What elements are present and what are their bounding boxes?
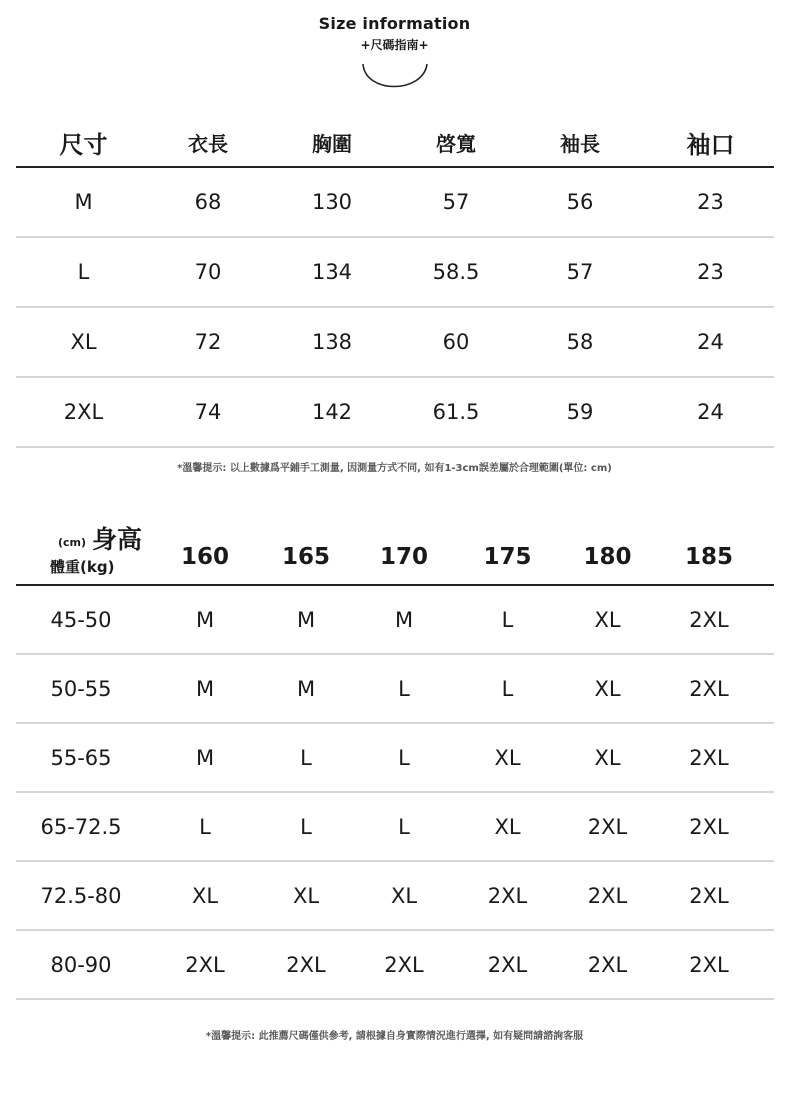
cell-sleeve-length: 56	[566, 190, 594, 214]
column-header-chest: 胸圍	[312, 131, 352, 156]
table-row	[16, 378, 774, 448]
cell-size: M	[74, 190, 93, 214]
cell-recommended-size: 2XL	[689, 676, 729, 701]
cell-cuff: 23	[697, 260, 724, 284]
size-measurement-table	[16, 118, 774, 448]
cell-sleeve-length: 58	[566, 330, 594, 354]
cell-recommended-size: M	[195, 607, 215, 632]
table-row	[16, 168, 774, 238]
cell-chest: 134	[311, 260, 353, 284]
cell-sleeve-length: 57	[566, 260, 594, 284]
cell-weight-range: 55-65	[50, 745, 112, 770]
height-header-160: 160	[180, 544, 229, 570]
cell-size: XL	[70, 330, 97, 354]
cell-recommended-size: XL	[594, 745, 621, 770]
table-row	[16, 586, 774, 655]
size-recommendation-table	[16, 520, 774, 1000]
weight-label: 體重(kg)	[50, 558, 115, 576]
cell-chest: 130	[311, 190, 353, 214]
table-row	[16, 308, 774, 378]
cell-cuff: 24	[697, 330, 724, 354]
cell-cuff: 23	[697, 190, 724, 214]
cell-recommended-size: L	[300, 745, 312, 770]
table-row	[16, 238, 774, 308]
cell-weight-range: 45-50	[50, 607, 112, 632]
recommendation-note: *溫馨提示: 此推薦尺碼僅供參考, 請根據自身實際情況進行選擇, 如有疑問請諮詢客服	[205, 1031, 584, 1042]
cell-weight-range: 80-90	[50, 952, 112, 977]
cell-recommended-size: 2XL	[587, 952, 628, 977]
cell-length: 68	[194, 190, 222, 214]
cell-shoulder: 57	[442, 190, 470, 214]
height-header-180: 180	[583, 544, 632, 570]
cell-recommended-size: XL	[494, 814, 521, 839]
column-header-size: 尺寸	[59, 130, 108, 159]
cell-recommended-size: 2XL	[689, 745, 729, 770]
cell-recommended-size: 2XL	[487, 883, 528, 908]
cell-recommended-size: 2XL	[587, 814, 628, 839]
cell-recommended-size: L	[300, 814, 312, 839]
cell-size: 2XL	[63, 400, 104, 424]
table-row	[16, 931, 774, 1000]
page-subtitle: +尺碼指南+	[360, 38, 429, 52]
cell-chest: 142	[311, 400, 353, 424]
cell-chest: 138	[311, 330, 353, 354]
cell-recommended-size: XL	[594, 676, 621, 701]
height-label: 身高	[92, 525, 143, 554]
cell-recommended-size: 2XL	[185, 952, 225, 977]
cell-recommended-size: L	[501, 676, 514, 701]
cell-recommended-size: XL	[594, 607, 621, 632]
cell-recommended-size: L	[199, 814, 211, 839]
cell-shoulder: 58.5	[432, 260, 480, 284]
table-row	[16, 793, 774, 862]
decorative-arc-icon	[359, 60, 431, 102]
cell-recommended-size: 2XL	[286, 952, 326, 977]
table-row	[16, 655, 774, 724]
cell-sleeve-length: 59	[566, 400, 594, 424]
cell-recommended-size: M	[195, 745, 215, 770]
cell-recommended-size: L	[501, 607, 514, 632]
cell-recommended-size: 2XL	[689, 883, 729, 908]
height-header-170: 170	[379, 544, 428, 570]
cell-recommended-size: L	[398, 745, 410, 770]
cell-length: 70	[194, 260, 222, 284]
recommend-table-header	[16, 520, 774, 586]
height-header-175: 175	[483, 544, 532, 570]
cell-recommended-size: 2XL	[689, 952, 729, 977]
cell-weight-range: 50-55	[50, 676, 112, 701]
cell-weight-range: 65-72.5	[40, 814, 122, 839]
cell-length: 72	[194, 330, 222, 354]
cell-recommended-size: XL	[191, 883, 219, 908]
size-table-header	[16, 118, 774, 168]
height-header-165: 165	[281, 544, 330, 570]
cell-recommended-size: 2XL	[384, 952, 424, 977]
column-header-length: 衣長	[188, 131, 228, 156]
cell-recommended-size: M	[296, 607, 316, 632]
column-header-sleeve-length: 袖長	[560, 131, 600, 156]
cell-recommended-size: M	[296, 676, 316, 701]
measurement-note: *溫馨提示: 以上數據爲平鋪手工測量, 因測量方式不同, 如有1-3cm誤差屬於合理範圍(單位: cm)	[177, 463, 612, 474]
column-header-shoulder: 啓寬	[436, 131, 476, 156]
cell-length: 74	[194, 400, 222, 424]
table-row	[16, 862, 774, 931]
height-header-185: 185	[684, 544, 733, 570]
page-title: Size information	[318, 14, 471, 33]
cell-recommended-size: M	[394, 607, 414, 632]
cell-recommended-size: XL	[494, 745, 521, 770]
column-header-cuff: 袖口	[686, 130, 735, 159]
cell-shoulder: 60	[442, 330, 470, 354]
cell-recommended-size: L	[398, 814, 410, 839]
table-row	[16, 724, 774, 793]
cell-recommended-size: 2XL	[689, 814, 729, 839]
cell-recommended-size: 2XL	[487, 952, 528, 977]
cell-recommended-size: XL	[292, 883, 320, 908]
cell-recommended-size: 2XL	[587, 883, 628, 908]
cell-size: L	[77, 260, 90, 284]
unit-label: (cm)	[58, 536, 87, 549]
cell-recommended-size: 2XL	[689, 607, 729, 632]
corner-header	[16, 520, 146, 584]
cell-weight-range: 72.5-80	[40, 883, 122, 908]
cell-recommended-size: L	[398, 676, 410, 701]
page-header	[0, 14, 789, 53]
cell-recommended-size: XL	[390, 883, 418, 908]
cell-recommended-size: M	[195, 676, 215, 701]
cell-shoulder: 61.5	[432, 400, 480, 424]
cell-cuff: 24	[697, 400, 724, 424]
